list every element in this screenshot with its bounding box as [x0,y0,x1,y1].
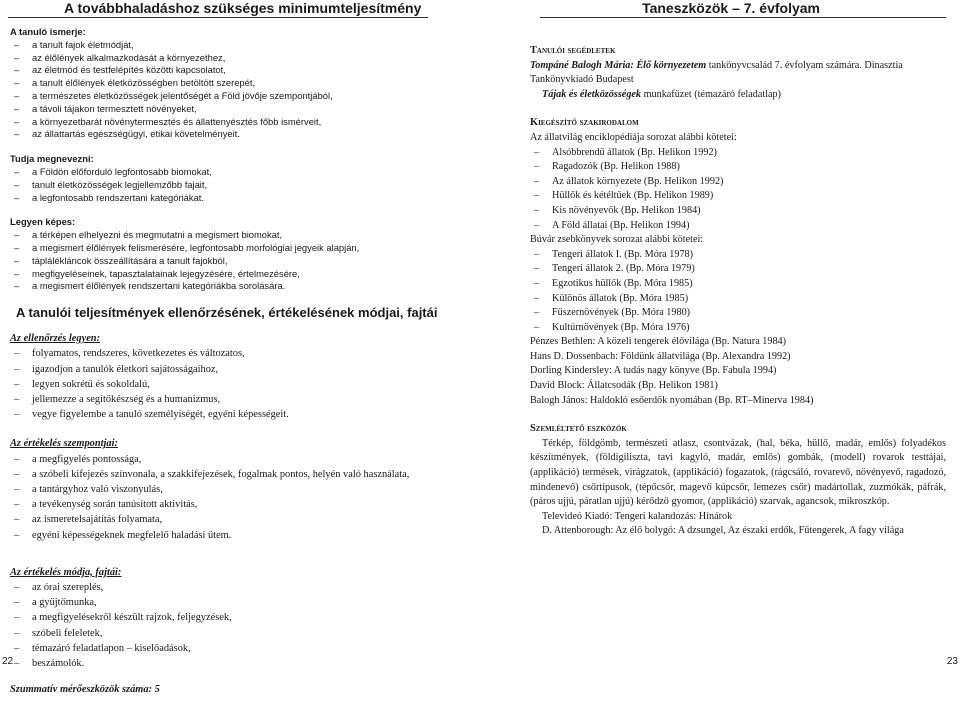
list-item: – tanult életközösségek legjellemzőbb fajait, [10,179,470,192]
list-item: – a gyűjtőmunka, [10,595,470,610]
workbook-title: Tájak és életközösségek [542,88,642,100]
list-item: – Fűszernövények (Bp. Móra 1980) [530,306,946,321]
criteria-list [10,452,470,543]
visual-aids-film-1: Televideó Kiadó: Tengeri kalandozás: Hínárok [542,510,733,522]
list-item: – Alsóbbrendű állatok (Bp. Helikon 1992) [530,146,946,161]
list-item: – Az állatok környezete (Bp. Helikon 1992) [530,175,946,190]
page-number-left: 22 [2,656,14,667]
list-item: – a természetes életközösségek jelentőségét a Föld jövője szempontjából, [10,90,470,103]
list-item: – jellemezze a segítőkészség és a humanizmus, [10,392,470,407]
supplementary-list-1 [530,146,946,234]
list-item: – Kis növényevők (Bp. Helikon 1984) [530,204,946,219]
student-aids-line1 [530,59,946,88]
list-item: – a tantárgyhoz való viszonyulás, [10,482,470,497]
student-aids-line2 [530,88,946,103]
visual-aids-text: Térkép, földgömb, természeti atlasz, csontvázak, (hal, béka, hüllő, madár, emlős) folyadékos készítmények, (földigiliszta, tavi kagyló, madár, emlős) gombák, (modell) rovarok testtájai, (applikáció) termések, virágzatok, (applikáció) fogazatok, (rágcsáló, rovarevő, növényevő, ragadozó, mindenevő) csőrtípusok, (tépőcsőr, magevő kúpcsőr, lemezes csőr) madártollak, zuzmókák, páfrák, (páros ujjú, páratlan ujjú) kérődző gyomor, (applikáció) szarvak, agancsok, mikroszkóp. [530,437,946,508]
page-number-right: 23 [946,656,958,667]
textbook-title: Tompáné Balogh Mária: Élő környezetem [530,59,707,71]
right-page-header: Taneszközök – 7. évfolyam [642,0,820,16]
list-item: – Tengeri állatok I. (Bp. Móra 1978) [530,248,946,263]
list-item: – egyéni képességeknek megfelelő haladási ütem. [10,528,470,543]
list-item: – a szóbeli kifejezés színvonala, a szakkifejezések, fogalmak pontos, helyén való használata, [10,467,470,482]
name-list [10,166,470,204]
list-item: – Egzotikus hüllők (Bp. Móra 1985) [530,277,946,292]
list-item: – igazodjon a tanulók életkori sajátosságaihoz, [10,362,470,377]
name-title: Tudja megnevezni: [10,153,94,165]
list-item: – a tanult fajok életmódját, [10,39,470,52]
list-item: – a távoli tájakon termesztett növényeket, [10,103,470,116]
knows-title: A tanuló ismerje: [10,26,86,37]
visual-aids-title: Szemléltető eszközök [530,423,627,435]
supplementary-list-2 [530,248,946,336]
list-item: – az életmód és testfelépítés közötti kapcsolatot, [10,64,470,77]
knows-list [10,39,470,141]
list-item: – a Földön előforduló legfontosabb biomokat, [10,166,470,179]
list-item: – az ismeretelsajátítás folyamata, [10,512,470,527]
list-item: – beszámolók. [10,656,470,671]
list-item: – szóbeli feleletek, [10,626,470,641]
list-item: – Ragadozók (Bp. Helikon 1988) [530,160,946,175]
list-item: – a térképen elhelyezni és megmutatni a megismert biomokat, [10,229,470,242]
control-title: Az ellenőrzés legyen: [10,333,101,345]
list-item: – a legfontosabb rendszertani kategóriákat. [10,192,470,205]
list-item: – legyen sokrétű és sokoldalú, [10,377,470,392]
workbook-desc: munkafüzet (témazáró feladatlap) [641,88,782,100]
list-item: – a megismert élőlények felismerésére, legfontosabb morfológiai jegyeik alapján, [10,242,470,255]
methods-title: Az értékelés módja, fajtái: [10,566,122,578]
evaluation-section [10,331,470,697]
supplementary-intro-1: Az állatvilág enciklopédiája sorozat alábbi kötetei: [530,131,737,143]
right-content [530,44,946,539]
list-item: – folyamatos, rendszeres, következetes és változatos, [10,346,470,361]
section-title: A tanulói teljesítmények ellenőrzésének, értékelésének módjai, fajtái [16,305,438,321]
student-aids-title: Tanulói segédletek [530,45,616,56]
list-item: – témazáró feladatlapon – kiselőadások, [10,641,470,656]
right-header-rule [540,17,946,18]
list-item: – a megismert élőlények rendszertani kategóriákba sorolására. [10,280,470,293]
reference-line: Hans D. Dossenbach: Földünk állatvilága (Bp. Alexandra 1992) [530,350,791,362]
reference-line: David Block: Állatcsodák (Bp. Helikon 1981) [530,380,718,392]
reference-line: Balogh János: Haldokló esőerdők nyomában (Bp. RT–Minerva 1984) [530,394,814,406]
reference-line: Dorling Kindersley: A tudás nagy könyve (Bp. Fabula 1994) [530,365,777,377]
list-item: – Kultúrnövények (Bp. Móra 1976) [530,321,946,336]
list-item: – vegye figyelembe a tanuló személyiségét, egyéni képességeit. [10,407,470,422]
reference-line: Pénzes Bethlen: A közeli tengerek élővilága (Bp. Natura 1984) [530,336,787,348]
list-item: – táplálékláncok összeállítására a tanult fajokból, [10,255,470,268]
supplementary-intro-2: Búvár zsebkönyvek sorozat alábbi kötetei: [530,234,704,246]
list-item: – Hüllők és kétéltűek (Bp. Helikon 1989) [530,189,946,204]
methods-list [10,580,470,671]
list-item: – a tanult élőlények életközösségben betöltött szerepét, [10,77,470,90]
visual-aids-film-2: D. Attenborough: Az élő bolygó: A dzsungel, Az északi erdők, Fűtengerek, A fagy világa [542,525,904,537]
list-item: – megfigyeléseinek, tapasztalatainak lejegyzésére, értelmezésére, [10,268,470,281]
right-page [480,0,960,669]
criteria-title: Az értékelés szempontjai: [10,438,118,450]
list-item: – az élőlények alkalmazkodását a környezethez, [10,52,470,65]
list-item: – a megfigyelésekről készült rajzok, feljegyzések, [10,610,470,625]
list-item: – az órai szereplés, [10,580,470,595]
control-list [10,346,470,422]
list-item: – Tengeri állatok 2. (Bp. Móra 1979) [530,262,946,277]
list-item: – Különös állatok (Bp. Móra 1985) [530,292,946,307]
left-header-rule [8,17,428,18]
summative-count: Szummatív mérőeszközök száma: 5 [10,683,160,695]
left-page-header: A továbbhaladáshoz szükséges minimumteljesítmény [64,0,422,16]
list-item: – a környezetbarát növénytermesztés és állattenyésztés főbb ismérveit, [10,116,470,129]
list-item: – a megfigyelés pontossága, [10,452,470,467]
able-list [10,229,470,293]
left-content [10,26,470,707]
list-item: – az állattartás egészségügyi, etikai követelményeit. [10,128,470,141]
list-item: – A Föld állatai (Bp. Helikon 1994) [530,219,946,234]
textbook-desc: tankönyvcsalád 7. évfolyam számára. Dinasztia Tankönyvkiadó Budapest [530,59,903,86]
list-item: – a tevékenység során tanúsított aktivitás, [10,497,470,512]
left-page [0,0,480,695]
supplementary-title: Kiegészítő szakirodalom [530,117,639,129]
able-title: Legyen képes: [10,216,76,228]
